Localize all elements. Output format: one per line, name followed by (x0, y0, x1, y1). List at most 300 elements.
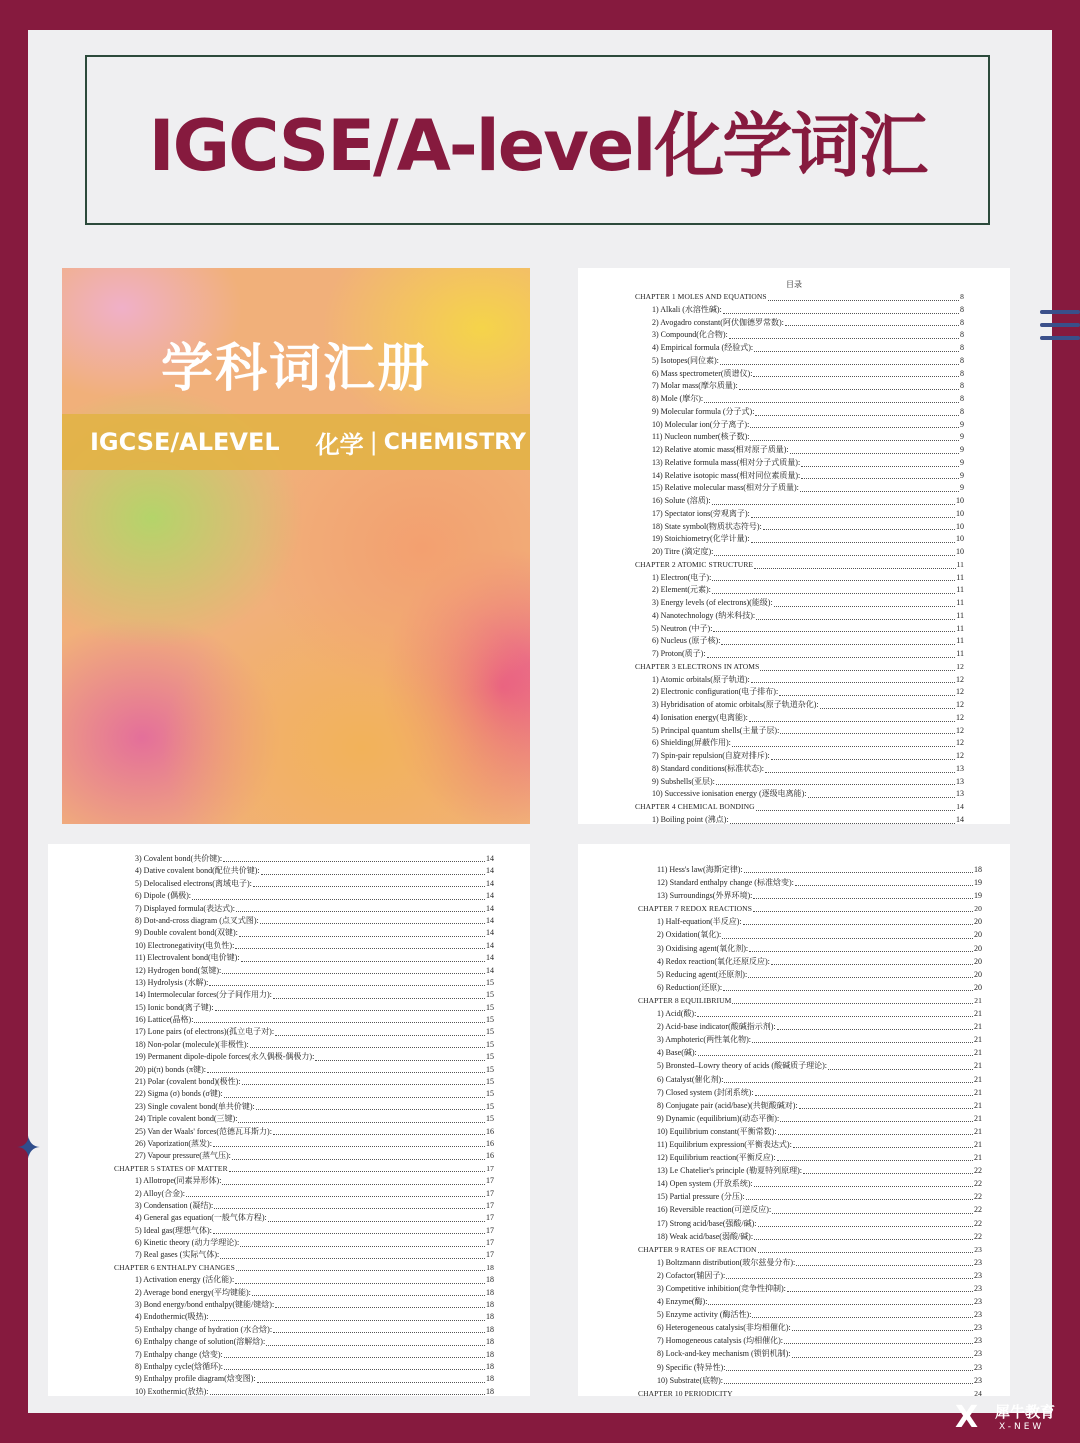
toc-leader-dots (793, 1147, 973, 1148)
toc-entry-row (48, 1212, 530, 1224)
toc-page-number: 17 (486, 1176, 494, 1186)
toc-page-number: 15 (486, 1027, 494, 1037)
toc-entry-row (578, 546, 1010, 559)
toc-leader-dots (194, 1022, 485, 1023)
toc-leader-dots (803, 1173, 973, 1174)
toc-page-number: 8 (960, 330, 964, 340)
toc-entry-title: 3) Competitive inhibition(竞争性抑制): (657, 1284, 786, 1293)
toc-entry-title: 17) Strong acid/base(强酸/碱): (657, 1218, 757, 1228)
toc-leader-dots (753, 898, 973, 899)
toc-page-number: 14 (486, 915, 494, 925)
brand-logo (955, 1398, 1080, 1440)
toc-leader-dots (207, 1072, 485, 1073)
cover-band-separator: | (369, 428, 378, 456)
toc-leader-dots (784, 1343, 973, 1344)
toc-entry-row (48, 865, 530, 877)
toc-page-number: 9 (960, 419, 964, 429)
toc-entry-row (48, 1175, 530, 1187)
toc-leader-dots (774, 606, 956, 607)
toc-page-number: 21 (974, 1153, 982, 1163)
toc-page-number: 14 (486, 965, 494, 975)
toc-leader-dots (744, 872, 973, 873)
toc-page-number: 22 (974, 1166, 982, 1176)
toc-entry-row (578, 1020, 1010, 1033)
cover-band-subject: 化学 (315, 430, 364, 459)
toc-page-number: 14 (486, 928, 494, 938)
toc-entry-title: 9) Double covalent bond(双键): (135, 928, 238, 938)
toc-page-number: 12 (956, 687, 964, 697)
toc-entry-title: 12) Relative atomic mass(相对原子质量): (652, 445, 789, 454)
toc-leader-dots (768, 300, 959, 301)
toc-page-number: 14 (956, 802, 964, 811)
toc-chapter-row (578, 1387, 1010, 1396)
toc-entry-title: 7) Molar mass(摩尔质量): (652, 381, 738, 391)
toc-entry-title: 14) Open system (开放系统): (657, 1179, 753, 1189)
toc-page-number: 24 (974, 1388, 982, 1396)
toc-leader-dots (780, 1121, 973, 1122)
toc-leader-dots (224, 1097, 485, 1098)
toc-leader-dots (771, 964, 973, 965)
toc-entry-row (48, 1287, 530, 1299)
toc-leader-dots (213, 1146, 485, 1147)
toc-entry-row (48, 1088, 530, 1100)
toc-leader-dots (186, 1196, 485, 1197)
toc-entry-row (578, 763, 1010, 776)
toc-entry-row (578, 776, 1010, 789)
toc-entry-row (48, 940, 530, 952)
toc-page-number: 14 (486, 903, 494, 913)
toc-entry-row (578, 482, 1010, 495)
toc-entry-title: 6) Reduction(还原): (657, 982, 723, 992)
toc-page-number: 17 (486, 1238, 494, 1248)
toc-page-number: 14 (486, 891, 494, 901)
toc-page-number: 15 (486, 1064, 494, 1074)
toc-entry-title: 5) Enthalpy change of hydration (水合焓): (135, 1324, 273, 1334)
toc-page-number: 20 (974, 982, 982, 992)
toc-chapter-row (578, 801, 1010, 814)
toc-leader-dots (751, 682, 955, 683)
toc-page-number: 9 (960, 445, 964, 454)
toc-entry-row (578, 674, 1010, 687)
toc-leader-dots (713, 631, 955, 632)
toc-leader-dots (232, 1159, 485, 1160)
toc-leader-dots (779, 695, 955, 696)
toc-entry-title: 9) Molecular formula (分子式): (652, 406, 755, 416)
toc-leader-dots (755, 1095, 973, 1096)
toc-page-number: 11 (956, 585, 964, 595)
toc-leader-dots (749, 951, 973, 952)
toc-entry-row (48, 1051, 530, 1063)
toc-leader-dots (756, 619, 955, 620)
toc-page-number: 22 (974, 1179, 982, 1189)
toc-entry-title: 6) Mass spectrometer(质谱仪): (652, 368, 753, 378)
toc-page-number: 18 (486, 1287, 494, 1297)
toc-entry-title: 4) Base(碱): (657, 1048, 697, 1058)
toc-leader-dots (315, 1060, 485, 1061)
toc-page-number: 21 (974, 1009, 982, 1019)
toc-leader-dots (753, 911, 973, 912)
toc-entry-row (578, 623, 1010, 636)
toc-page-number: 17 (486, 1213, 494, 1223)
toc-entry-title: 7) Proton(质子): (652, 649, 706, 658)
toc-leader-dots (213, 1233, 485, 1234)
toc-page-number: 8 (960, 381, 964, 391)
toc-leader-dots (780, 733, 955, 734)
toc-page-number: 14 (486, 853, 494, 863)
toc-leader-dots (273, 998, 485, 999)
toc-entry-title: 10) Electronegativity(电负性): (135, 940, 235, 950)
book-cover-image (62, 268, 530, 824)
toc-chapter-row (48, 1262, 530, 1274)
toc-page-number: 11 (956, 636, 964, 646)
toc-entry-row (48, 1324, 530, 1336)
toc-page-number: 20 (974, 917, 982, 927)
toc-entry-row (48, 1076, 530, 1088)
toc-leader-dots (722, 938, 973, 939)
toc-entry-title: CHAPTER 7 REDOX REACTIONS (638, 904, 752, 914)
toc-entry-row (48, 989, 530, 1001)
toc-page-number: 14 (956, 814, 964, 824)
toc-entry-title: 4) General gas equation(一般气体方程): (135, 1213, 267, 1223)
toc-entry-title: 2) Electronic configuration(电子排布): (652, 687, 779, 697)
toc-entry-row (578, 431, 1010, 444)
toc-page-number: 8 (960, 394, 964, 403)
toc-page-number: 18 (486, 1349, 494, 1359)
toc-entry-title: 6) Enthalpy change of solution(溶解焓): (135, 1337, 266, 1347)
toc-chapter-row (578, 291, 1010, 304)
toc-entry-title: 10) Substrate(底物): (657, 1375, 723, 1385)
toc-entry-row (48, 1150, 530, 1162)
toc-leader-dots (210, 1320, 485, 1321)
toc-entry-title: 6) Nucleus (原子核): (652, 636, 721, 646)
toc-entry-title: 5) Delocalised electrons(离域电子): (135, 878, 252, 888)
toc-entry-row (578, 1007, 1010, 1020)
toc-leader-dots (721, 644, 955, 645)
toc-page-number: 15 (486, 1052, 494, 1062)
toc-entry-row (48, 1113, 530, 1125)
toc-entry-title: 8) Conjugate pair (acid/base)(共轭酸碱对): (657, 1100, 798, 1110)
toc-leader-dots (222, 1184, 485, 1185)
toc-page-number: 14 (486, 953, 494, 963)
toc-page-number: 18 (486, 1262, 494, 1272)
toc-page-number: 12 (956, 712, 964, 722)
toc-page-number: 23 (974, 1270, 982, 1280)
toc-leader-dots (723, 313, 959, 314)
toc-leader-dots (261, 874, 485, 875)
toc-leader-dots (730, 823, 955, 824)
toc-entry-row (48, 890, 530, 902)
toc-leader-dots (239, 936, 485, 937)
toc-entry-row (578, 648, 1010, 661)
toc-entry-title: 16) Reversible reaction(可逆反应): (657, 1205, 772, 1215)
toc-page-number: 19 (974, 878, 982, 888)
toc-page-number: 20 (974, 943, 982, 953)
toc-leader-dots (192, 899, 485, 900)
toc-entry-row (48, 1386, 530, 1396)
toc-leader-dots (273, 1134, 485, 1135)
toc-entry-row (578, 444, 1010, 457)
toc-entry-title: 13) Le Chatelier's principle (勒夏特列原理): (657, 1166, 802, 1176)
toc-entry-title: CHAPTER 6 ENTHALPY CHANGES (114, 1262, 235, 1272)
toc-page-number: 15 (486, 1114, 494, 1124)
toc-leader-dots (707, 657, 956, 658)
toc-entry-title: 13) Hydrolysis (水解): (135, 977, 209, 987)
toc-entry-title: 7) Displayed formula(表达式): (135, 903, 235, 913)
toc-entry-row (578, 470, 1010, 483)
toc-leader-dots (724, 1082, 973, 1083)
toc-entry-row (48, 1373, 530, 1385)
toc-entry-title: 4) Dative covalent bond(配位共价键): (135, 866, 260, 876)
cover-title: 学科词汇册 (160, 339, 431, 399)
toc-page-number: 15 (486, 1002, 494, 1012)
toc-entry-title: 5) Neutron (中子): (652, 623, 713, 633)
toc-entry-row (578, 1112, 1010, 1125)
toc-leader-dots (795, 885, 973, 886)
toc-entry-row (578, 737, 1010, 750)
toc-page-number: 23 (974, 1257, 982, 1267)
toc-page-number: 21 (974, 1074, 982, 1084)
toc-page-number: 18 (486, 1374, 494, 1384)
toc-page-number: 8 (960, 304, 964, 314)
toc-entry-title: 17) Lone pairs (of electrons)(孤立电子对): (135, 1027, 275, 1037)
toc-page-number: 21 (974, 1139, 982, 1149)
toc-leader-dots (729, 338, 959, 339)
toc-leader-dots (215, 1010, 485, 1011)
toc-page-number: 23 (974, 1310, 982, 1320)
toc-leader-dots (223, 861, 485, 862)
toc-entry-row (578, 1177, 1010, 1190)
toc-page-number: 17 (486, 1200, 494, 1210)
toc-page-number: 8 (960, 355, 964, 365)
toc-entry-row (578, 610, 1010, 623)
toc-page-number: 18 (974, 865, 982, 874)
toc-entry-title: 6) Kinetic theory (动力学理论): (135, 1238, 240, 1248)
toc-entry-row (578, 750, 1010, 763)
toc-leader-dots (756, 810, 956, 811)
toc-page-number: 14 (486, 878, 494, 888)
toc-entry-row (578, 1151, 1010, 1164)
toc-entry-row (48, 1225, 530, 1237)
toc-leader-dots (214, 1208, 485, 1209)
toc-page-number: 19 (974, 891, 982, 901)
toc-entry-row (48, 1101, 530, 1113)
toc-leader-dots (712, 580, 955, 581)
toc-leader-dots (801, 478, 959, 479)
toc-entry-title: 18) Weak acid/base(弱酸/碱): (657, 1231, 754, 1241)
toc-entry-row (578, 1203, 1010, 1216)
toc-entry-title: 3) Compound(化合物): (652, 330, 728, 340)
toc-leader-dots (724, 1383, 973, 1384)
toc-entry-row (48, 927, 530, 939)
toc-leader-dots (252, 1295, 485, 1296)
toc-leader-dots (787, 1291, 973, 1292)
toc-entry-row (48, 977, 530, 989)
toc-entry-title: 7) Closed system (封闭系统): (657, 1087, 754, 1097)
toc-entry-row (578, 876, 1010, 889)
toc-entry-row (578, 457, 1010, 470)
toc-leader-dots (749, 721, 955, 722)
toc-entry-title: 9) Subshells(亚层): (652, 776, 715, 786)
toc-entry-title: 5) Enzyme activity (酶活性): (657, 1310, 752, 1320)
toc-leader-dots (720, 364, 959, 365)
toc-leader-dots (726, 1370, 973, 1371)
toc-page-number: 23 (974, 1375, 982, 1385)
toc-leader-dots (712, 504, 955, 505)
toc-entry-title: 23) Single covalent bond(单共价键): (135, 1101, 255, 1111)
toc-leader-dots (732, 1003, 973, 1004)
toc-page-number: 8 (960, 368, 964, 378)
toc-leader-dots (748, 977, 973, 978)
toc-entry-row (48, 1299, 530, 1311)
toc-entry-title: 1) Half-equation(半反应): (657, 917, 742, 927)
toc-page-number: 10 (956, 547, 964, 556)
toc-page-number: 11 (956, 610, 964, 620)
toc-page-number: 8 (960, 406, 964, 416)
toc-page-1 (578, 268, 1010, 824)
toc-leader-dots (275, 1307, 485, 1308)
toc-entry-title: 13) Surroundings(外界环境): (657, 891, 753, 901)
toc-entry-title: 4) Enzyme(酶): (657, 1297, 708, 1307)
toc-entry-title: 14) Intermolecular forces(分子间作用力): (135, 990, 272, 1000)
toc-chapter-row (578, 994, 1010, 1007)
toc-entry-title: 3) Covalent bond(共价键): (135, 853, 223, 863)
toc-list (48, 853, 530, 1396)
toc-entry-title: 18) Non-polar (molecule)(非极性): (135, 1039, 249, 1049)
toc-entry-title: 6) Shielding(屏蔽作用): (652, 738, 731, 748)
toc-entry-row (578, 1046, 1010, 1059)
toc-leader-dots (796, 1265, 973, 1266)
toc-entry-row (48, 915, 530, 927)
logo-name-cn: 犀牛教育 (995, 1403, 1056, 1421)
toc-leader-dots (763, 529, 955, 530)
toc-page-number: 12 (956, 661, 964, 671)
toc-entry-title: 2) Avogadro constant(阿伏伽德罗常数): (652, 317, 784, 327)
toc-leader-dots (743, 924, 973, 925)
toc-leader-dots (704, 402, 959, 403)
toc-leader-dots (236, 911, 485, 912)
toc-entry-row (578, 1334, 1010, 1347)
toc-entry-row (48, 1064, 530, 1076)
toc-entry-title: 1) Alkali (水溶性碱): (652, 304, 722, 314)
toc-entry-title: 12) Standard enthalpy change (标准焓变): (657, 878, 794, 888)
toc-page-number: 14 (486, 866, 494, 876)
toc-leader-dots (257, 1382, 485, 1383)
toc-entry-title: 3) Oxidising agent(氧化剂): (657, 943, 749, 953)
toc-entry-title: 12) Hydrogen bond(氢键): (135, 965, 222, 975)
toc-entry-title: 14) Relative isotopic mass(相对同位素质量): (652, 470, 801, 480)
toc-entry-row (48, 1250, 530, 1262)
toc-entry-row (48, 1002, 530, 1014)
toc-entry-row (48, 965, 530, 977)
toc-entry-title: 5) Ideal gas(理想气体): (135, 1225, 212, 1235)
toc-leader-dots (785, 325, 959, 326)
toc-page-number: 10 (956, 496, 964, 505)
toc-entry-title: 15) Relative molecular mass(相对分子质量): (652, 483, 799, 493)
toc-entry-title: 2) Cofactor(辅因子): (657, 1270, 726, 1280)
toc-entry-row (48, 1014, 530, 1026)
toc-leader-dots (771, 759, 955, 760)
star-icon: ✦ (16, 1131, 42, 1166)
toc-page-number: 21 (974, 1061, 982, 1071)
toc-entry-row (578, 368, 1010, 381)
toc-entry-title: 1) Atomic orbitals(原子轨道): (652, 674, 750, 684)
toc-entry-title: CHAPTER 3 ELECTRONS IN ATOMS (635, 661, 760, 671)
toc-leader-dots (726, 1278, 973, 1279)
toc-entry-row (578, 1230, 1010, 1243)
toc-entry-title: 1) Electron(电子): (652, 572, 712, 582)
toc-leader-dots (698, 1055, 973, 1056)
toc-entry-title: 19) Stoichiometry(化学计量): (652, 534, 750, 544)
toc-leader-dots (723, 990, 973, 991)
toc-entry-row (578, 380, 1010, 393)
toc-page-number: 15 (486, 1089, 494, 1099)
toc-page-number: 18 (486, 1300, 494, 1310)
toc-entry-row (578, 1164, 1010, 1177)
toc-page-number: 11 (956, 559, 964, 569)
toc-page-number: 21 (974, 1022, 982, 1032)
toc-entry-title: 5) Bronsted–Lowry theory of acids (酸碱质子理论): (657, 1061, 827, 1071)
toc-entry-title: 15) Ionic bond(离子键): (135, 1002, 214, 1012)
toc-page-number: 23 (974, 1336, 982, 1346)
toc-entry-row (578, 968, 1010, 981)
toc-leader-dots (799, 1108, 973, 1109)
toc-entry-row (578, 1347, 1010, 1360)
toc-page-number: 9 (960, 483, 964, 493)
toc-page-number: 15 (486, 1101, 494, 1111)
toc-page-number: 8 (960, 292, 964, 301)
toc-page-number: 9 (960, 432, 964, 442)
toc-entry-row (48, 1126, 530, 1138)
toc-page-number: 17 (486, 1225, 494, 1235)
toc-page-number: 10 (956, 508, 964, 518)
toc-entry-title: 1) Activation energy (活化能): (135, 1275, 235, 1285)
toc-entry-title: 6) Dipole (偶极): (135, 891, 191, 901)
toc-page-number: 11 (956, 598, 964, 607)
toc-page-number: 23 (974, 1244, 982, 1254)
toc-leader-dots (760, 670, 955, 671)
toc-entry-row (578, 342, 1010, 355)
toc-leader-dots (754, 351, 959, 352)
toc-page-number: 18 (486, 1324, 494, 1334)
toc-leader-dots (778, 1134, 973, 1135)
toc-entry-title: 15) Partial pressure (分压): (657, 1192, 745, 1202)
toc-page-number: 15 (486, 1039, 494, 1049)
toc-entry-title: 3) Hybridisation of atomic orbitals(原子轨道杂化): (652, 700, 819, 709)
toc-entry-title: CHAPTER 8 EQUILIBRIUM (638, 995, 732, 1005)
toc-entry-row (48, 1336, 530, 1348)
toc-entry-row (578, 1361, 1010, 1374)
toc-page-number: 20 (974, 956, 982, 966)
cover-band-subject-en: CHEMISTRY (383, 429, 526, 455)
toc-entry-row (578, 915, 1010, 928)
toc-entry-title: 5) Principal quantum shells(主量子层): (652, 725, 780, 735)
toc-page-number: 15 (486, 977, 494, 987)
toc-page-number: 9 (960, 457, 964, 467)
toc-leader-dots (750, 427, 959, 428)
toc-entry-title: 11) Hess's law(海斯定律): (657, 865, 743, 874)
toc-entry-row (578, 329, 1010, 342)
toc-entry-row (578, 1295, 1010, 1308)
toc-page-number: 18 (486, 1312, 494, 1322)
toc-entry-title: 20) pi(π) bonds (π键): (135, 1064, 206, 1074)
toc-page-number: 10 (956, 534, 964, 544)
toc-entry-row (578, 635, 1010, 648)
toc-leader-dots (765, 772, 955, 773)
toc-chapter-row (578, 661, 1010, 674)
toc-leader-dots (790, 453, 959, 454)
toc-leader-dots (752, 1042, 973, 1043)
toc-chapter-row (578, 902, 1010, 915)
